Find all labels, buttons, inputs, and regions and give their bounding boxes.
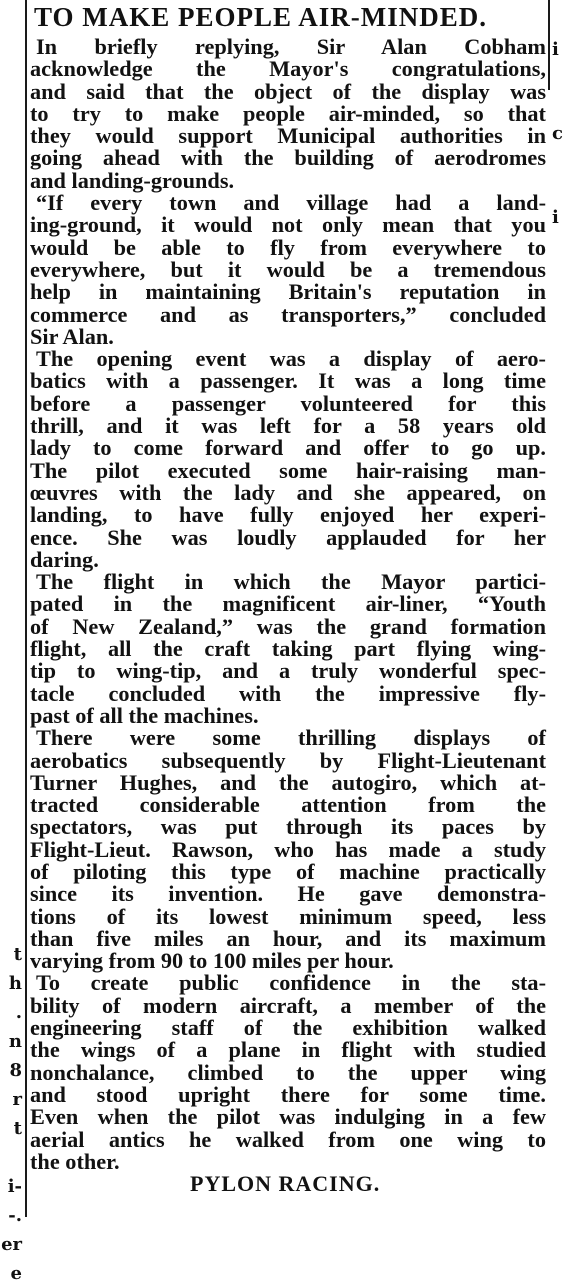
text-line: nonchalance, climbed to the upper wing [30,1059,546,1085]
article [30,0,546,1197]
text-line: the other. [30,1148,120,1174]
paragraph [30,972,546,1173]
text-line: of piloting this type of machine practically [30,858,546,884]
right-column-fragments [552,36,563,232]
text-line: tracted considerable attention from the [30,792,546,818]
margin-fragment: h [8,973,22,994]
text-line: The pilot executed some hair-raising man- [30,457,546,483]
margin-fragment [552,176,563,204]
text-line: There were some thrilling displays of [36,725,546,751]
margin-fragment [0,1143,22,1172]
text-line: engineering staff of the exhibition walked [30,1015,546,1041]
margin-fragment [552,64,563,92]
text-line: and landing-grounds. [30,167,235,193]
text-line: and said that the object of the display was [30,78,546,104]
margin-fragment: i [552,39,559,60]
text-line: to try to make people air-minded, so that [30,100,546,126]
text-line: ence. She was loudly applauded for her [30,524,546,550]
text-line: of New Zealand,” was the grand formation [30,613,546,639]
margin-fragment [552,92,563,120]
paragraph [30,348,546,571]
text-line: Flight-Lieut. Rawson, who has made a study [30,836,546,862]
text-line: tip to wing-tip, and a truly wonderful spec- [30,658,546,684]
text-line: varying from 90 to 100 miles per hour. [30,948,394,974]
text-line: commerce and as transporters,” concluded [30,301,546,327]
text-line: The flight in which the Mayor partici- [36,569,546,595]
text-line: To create public confidence in the sta- [36,970,546,996]
margin-fragment: c [552,123,563,144]
text-line: acknowledge the Mayor's congratulations, [30,56,546,82]
margin-fragment: t [13,944,22,965]
text-line: bility of modern aircraft, a member of the [30,992,546,1018]
text-line: œuvres with the lady and she appeared, on [30,479,546,505]
column-rule-right [548,0,550,90]
headline: TO MAKE PEOPLE AIR-MINDED. [34,2,488,32]
margin-fragment: r [12,1089,22,1110]
text-line: flight, all the craft taking part flying wing- [30,636,546,662]
text-line: before a passenger volunteered for this [30,390,546,416]
text-line: The opening event was a display of aero- [36,346,546,372]
text-line: they would support Municipal authorities in [30,123,546,149]
left-column-fragments [0,940,22,1288]
text-line: “If every town and village had a land- [36,190,546,216]
text-line: pated in the magnificent air-liner, “Youth [30,591,546,617]
text-line: aerial antics he walked from one wing to [30,1126,546,1152]
margin-fragment: -. [8,1205,22,1226]
text-line: spectators, was put through its paces by [30,814,546,840]
margin-fragment [552,148,563,176]
text-line: batics with a passenger. It was a long time [30,368,546,394]
text-line: everywhere, but it would be a tremendous [30,256,546,282]
text-line: and stood upright there for some time. [30,1081,546,1107]
margin-fragment: er [1,1234,22,1255]
text-line: landing, to have fully enjoyed her experi- [30,502,546,528]
text-line: than five miles an hour, and its maximum [30,925,546,951]
column-rule-left [25,0,27,1217]
margin-fragment: t [13,1118,22,1139]
margin-fragment: 8 [9,1060,22,1081]
margin-fragment: . [15,1002,22,1023]
paragraph [30,571,546,727]
text-line: going ahead with the building of aerodromes [30,145,546,171]
text-line: past of all the machines. [30,702,259,728]
text-line: would be able to fly from everywhere to [30,234,546,260]
paragraph [30,36,546,192]
article-body [30,36,546,1173]
text-line: tions of its lowest minimum speed, less [30,903,546,929]
text-line: tacle concluded with the impressive fly- [30,680,546,706]
text-line: daring. [30,546,99,572]
margin-fragment: n [8,1031,22,1052]
text-line: help in maintaining Britain's reputation in [30,279,546,305]
margin-fragment: e [10,1263,22,1284]
text-line: In briefly replying, Sir Alan Cobham [36,34,546,59]
text-line: the wings of a plane in flight with studied [30,1037,546,1063]
paragraph [30,727,546,972]
margin-fragment: i- [7,1176,22,1197]
text-line: Turner Hughes, and the autogiro, which at- [30,769,546,795]
text-line: aerobatics subsequently by Flight-Lieutenant [30,747,546,773]
margin-fragment: i [552,207,559,228]
text-line: lady to come forward and offer to go up. [30,435,546,461]
paragraph [30,192,546,348]
text-line: Even when the pilot was indulging in a few [30,1104,546,1130]
text-line: Sir Alan. [30,323,114,349]
subheading: PYLON RACING. [190,1171,381,1197]
text-line: ing-ground, it would not only mean that you [30,212,546,238]
text-line: thrill, and it was left for a 58 years old [30,413,546,439]
text-line: since its invention. He gave demonstra- [30,881,546,907]
